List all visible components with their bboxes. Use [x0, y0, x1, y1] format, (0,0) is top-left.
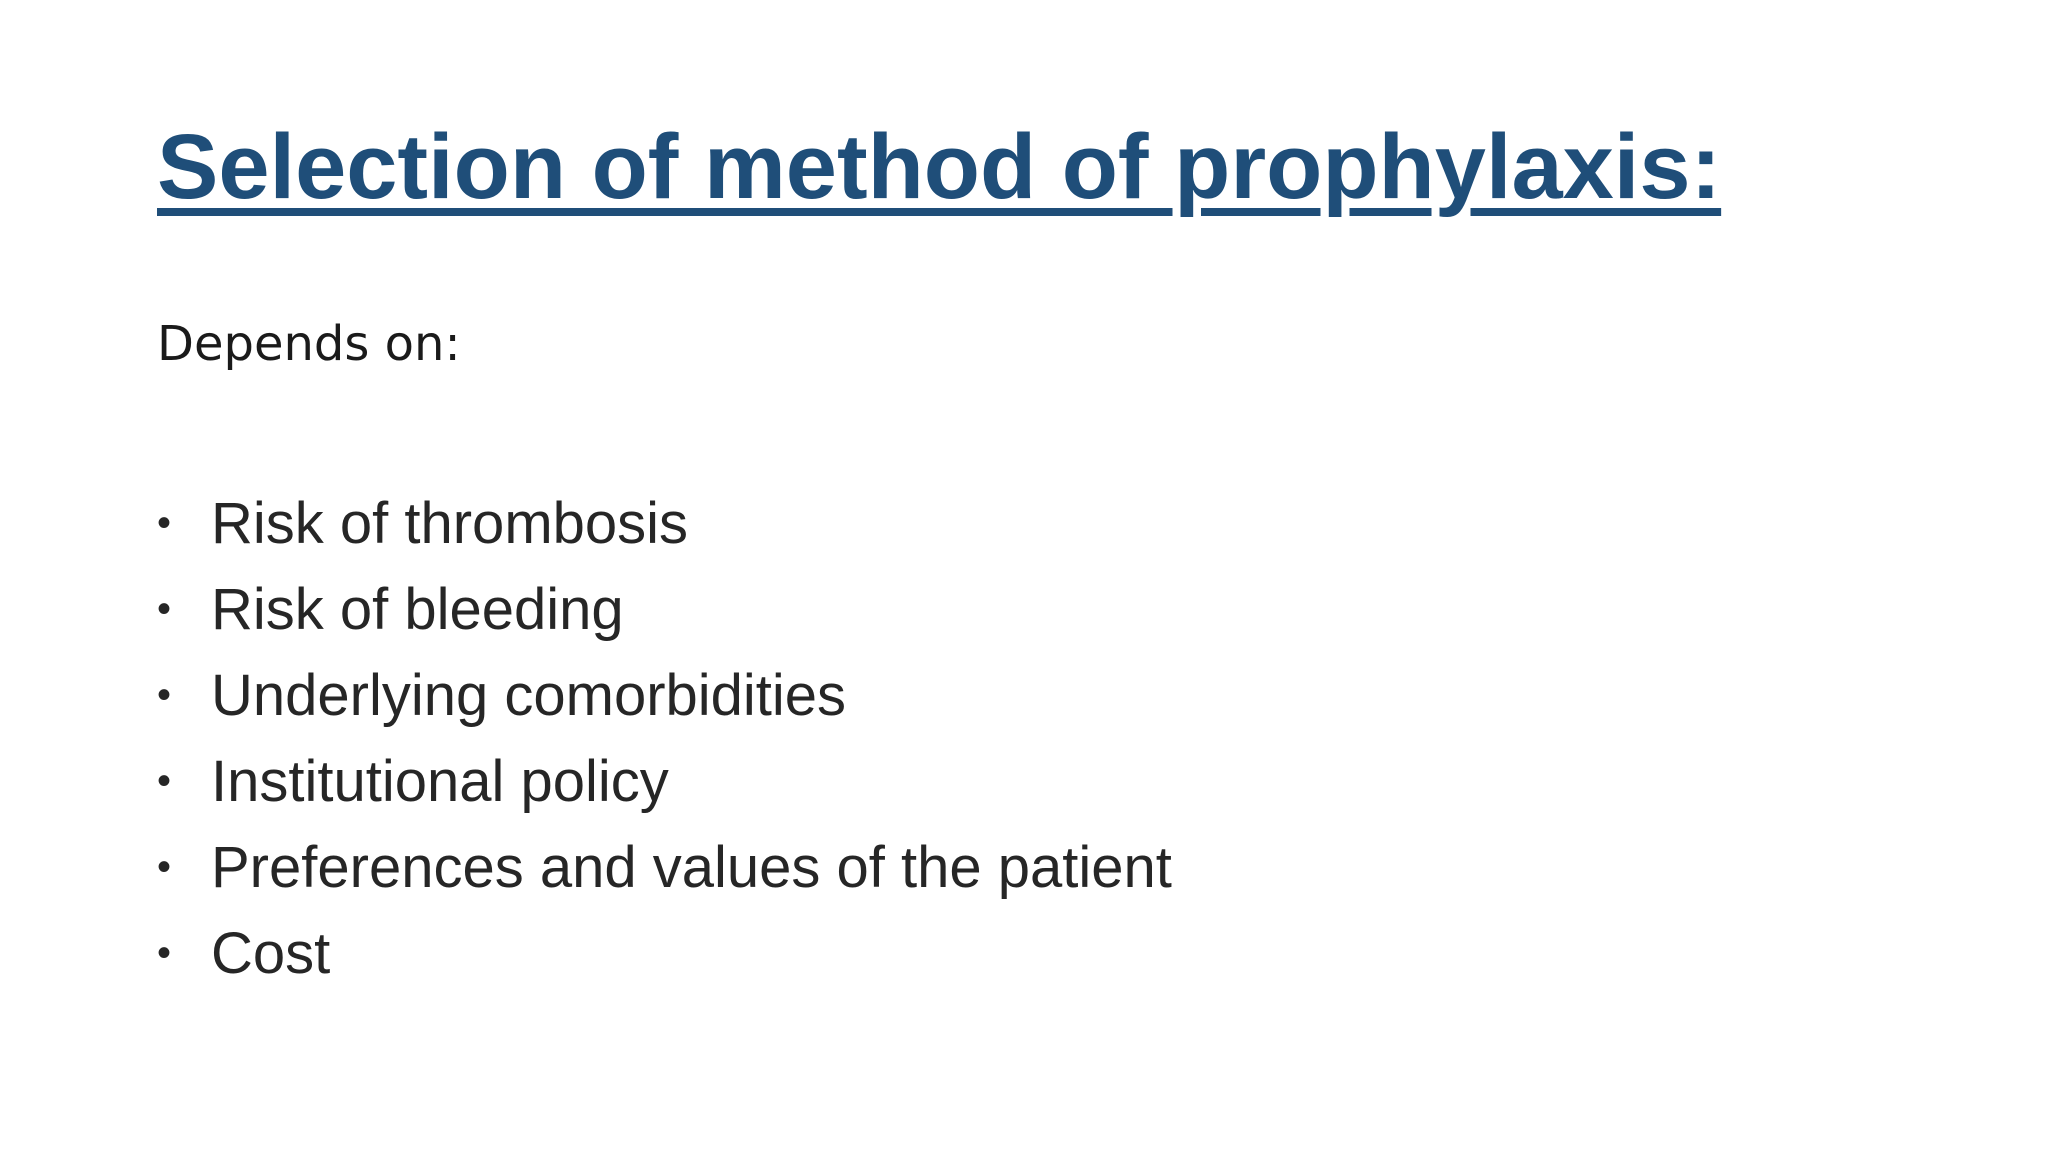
list-item	[157, 566, 1172, 652]
list-item-text: Institutional policy	[211, 748, 669, 814]
intro-text: Depends on:	[157, 316, 461, 372]
list-item	[157, 480, 1172, 566]
bullet-icon: •	[157, 758, 172, 803]
list-item-text: Risk of bleeding	[211, 576, 624, 642]
slide-title: Selection of method of prophylaxis:	[157, 116, 1722, 218]
bullet-icon: •	[157, 672, 172, 717]
list-item-text: Cost	[211, 920, 331, 986]
list-item-text: Risk of thrombosis	[211, 490, 689, 556]
bullet-icon: •	[157, 844, 172, 889]
list-item-text: Underlying comorbidities	[211, 662, 847, 728]
bullet-icon: •	[157, 586, 172, 631]
list-item	[157, 910, 1172, 996]
list-item	[157, 738, 1172, 824]
list-item-text: Preferences and values of the patient	[211, 834, 1172, 900]
list-item	[157, 824, 1172, 910]
bullet-icon: •	[157, 930, 172, 975]
bullet-list	[157, 480, 1172, 996]
list-item	[157, 652, 1172, 738]
bullet-icon: •	[157, 500, 172, 545]
